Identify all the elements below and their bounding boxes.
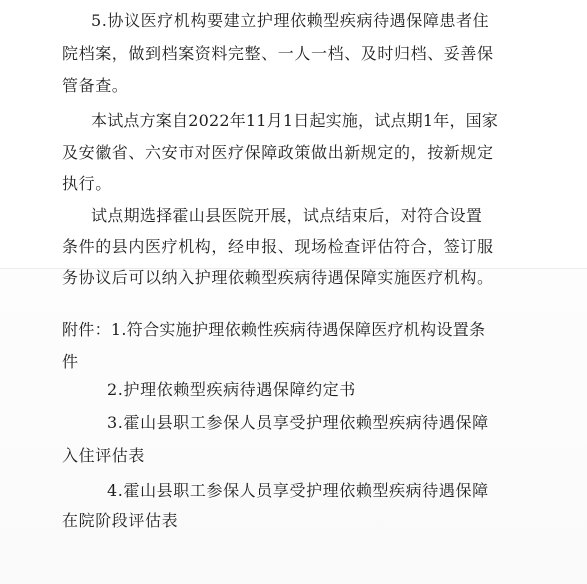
paragraph-pilot-line-2: 条件的县内医疗机构，经申报、现场检查评估符合，签订服 [62, 237, 494, 256]
paragraph-effective-date-line-2: 及安徽省、六安市对医疗保障政策做出新规定的，按新规定 [62, 143, 494, 162]
attachment-item-3-line-1: 3.霍山县职工参保人员享受护理依赖型疾病待遇保障 [107, 413, 489, 432]
paragraph-pilot-line-1: 试点期选择霍山县医院开展，试点结束后，对符合设置 [91, 206, 483, 225]
attachment-item-1-line-1: 附件：1.符合实施护理依赖性疾病待遇保障医疗机构设置条 [62, 320, 486, 339]
attachment-item-1-line-2: 件 [62, 352, 79, 371]
attachment-item-2: 2.护理依赖型疾病待遇保障约定书 [107, 380, 356, 399]
paragraph-archive-line-3: 管备查。 [62, 76, 129, 95]
paragraph-pilot-line-3: 务协议后可以纳入护理依赖型疾病待遇保障实施医疗机构。 [62, 268, 494, 287]
attachment-item-4-line-1: 4.霍山县职工参保人员享受护理依赖型疾病待遇保障 [107, 481, 489, 500]
paragraph-effective-date-line-3: 执行。 [62, 174, 112, 193]
paragraph-effective-date-line-1: 本试点方案自2022年11月1日起实施，试点期1年，国家 [91, 111, 499, 130]
paragraph-archive-line-1: 5.协议医疗机构要建立护理依赖型疾病待遇保障患者住 [91, 11, 490, 30]
paragraph-archive-line-2: 院档案，做到档案资料完整、一人一档、及时归档、妥善保 [62, 44, 494, 63]
attachment-item-3-line-2: 入住评估表 [62, 446, 146, 465]
attachment-item-4-line-2: 在院阶段评估表 [62, 511, 179, 530]
